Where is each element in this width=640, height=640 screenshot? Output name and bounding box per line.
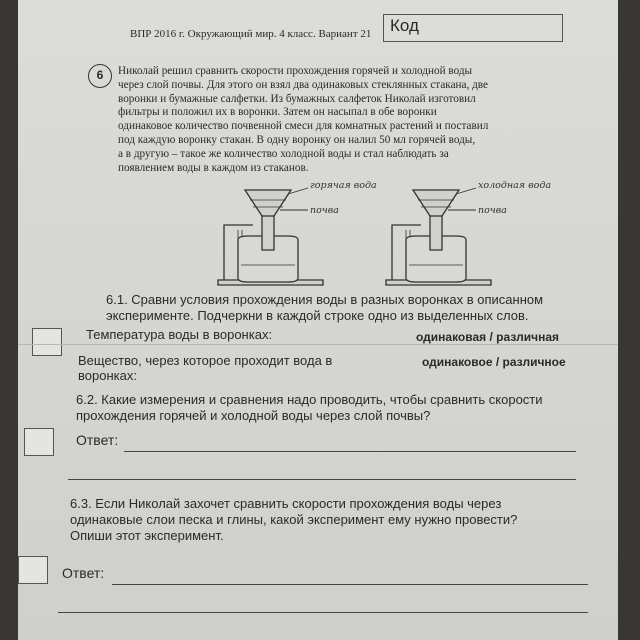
score-box-6-1-a[interactable] [32,328,62,356]
answer-line-6-3-a[interactable] [112,584,588,585]
answer-label-6-2: Ответ: [76,432,119,448]
code-box[interactable] [383,14,563,42]
intro-line: через слой почвы. Для этого он взял два одинаковых стеклянных стакана, две [118,78,488,91]
row-label-temperature [86,327,272,342]
answer-label-6-3: Ответ: [62,565,105,581]
task-6-1-prompt [106,292,586,324]
right-setup [386,190,491,285]
prompt-line: эксперименте. Подчеркни в каждой строке одно из выделенных слов. [106,308,529,323]
left-soil-label: почва [310,205,339,216]
prompt-line: прохождения горячей и холодной воды через слой почвы? [76,408,431,423]
prompt-line: Опиши этот эксперимент. [70,528,224,543]
right-water-label: холодная вода [478,180,552,191]
score-box-6-3[interactable] [18,556,48,584]
intro-line: фильтры и положил их в воронки. Затем он насыпал в обе воронки [118,106,437,119]
intro-line: под каждую воронку стакан. В одну воронку он налил 50 мл горячей воды, [118,133,476,146]
intro-line: воронки и бумажные салфетки. Из бумажных салфеток Николай изготовил [118,92,476,105]
right-soil-label: почва [478,205,507,216]
prompt-line: 6.1. Сравни условия прохождения воды в разных воронках в описанном [106,292,544,307]
intro-line: а в другую – такое же количество холодной воды и стал наблюдать за [118,147,449,160]
row-label-substance [78,353,332,383]
page-header: ВПР 2016 г. Окружающий мир. 4 класс. Вариант 21 [130,28,372,40]
question-number: 6 [88,64,112,88]
code-label: Код [390,16,419,35]
experiment-illustration [208,180,552,290]
prompt-line: 6.2. Какие измерения и сравнения надо проводить, чтобы сравнить скорости [76,392,543,407]
paper-fold [18,344,618,345]
options-substance[interactable]: одинаковое / различное [422,355,566,369]
row-label-line: воронках: [78,368,137,383]
left-setup [218,190,323,285]
answer-line-6-2-a[interactable] [124,451,576,452]
row-label-line: Вещество, через которое проходит вода в [78,353,333,368]
task-6-3-prompt [70,496,600,544]
question-intro [118,65,578,175]
left-water-label: горячая вода [310,180,377,191]
task-6-2-prompt [76,392,596,424]
score-box-6-2[interactable] [24,428,54,456]
intro-line: одинаковое количество почвенной смеси для комнатных растений и поставил [118,120,489,133]
answer-line-6-3-b[interactable] [58,612,588,613]
intro-line: Николай решил сравнить скорости прохождения горячей и холодной воды [118,65,473,77]
exam-sheet [18,0,618,640]
intro-line: появлением воды в каждом из стаканов. [118,161,309,174]
prompt-line: 6.3. Если Николай захочет сравнить скорости прохождения воды через [70,496,502,511]
answer-line-6-2-b[interactable] [68,479,576,480]
options-temperature[interactable]: одинаковая / различная [416,330,560,344]
prompt-line: одинаковые слои песка и глины, какой эксперимент ему нужно провести? [70,512,518,527]
row-label-line: Температура воды в воронках: [86,327,273,342]
